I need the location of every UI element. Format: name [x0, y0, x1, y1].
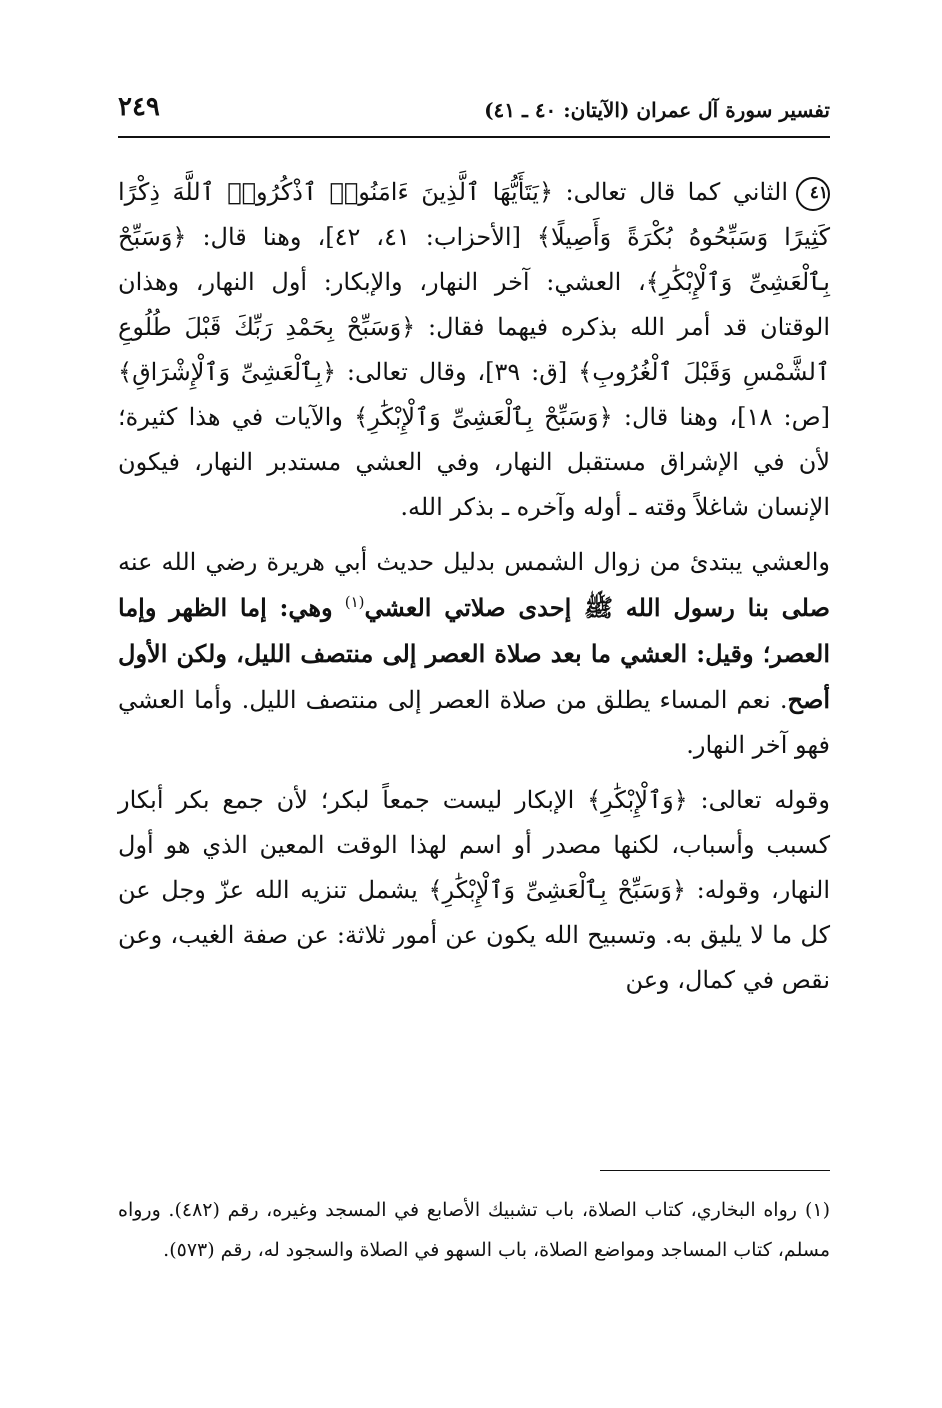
text-run: . نعم المساء يطلق من صلاة العصر إلى منتصف الليل. وأما العشي فهو آخر النهار.	[118, 686, 830, 759]
footnotes	[118, 1190, 830, 1270]
main-text	[118, 170, 830, 1003]
text-run: ، العشي: آخر النهار، والإبكار: أول النهار، وهذان الوقتان قد أمر الله بذكره فيهما فقال:	[118, 268, 831, 341]
footnote-number: (١)	[804, 1199, 830, 1221]
header-rule	[118, 136, 830, 138]
text-run: [ص: ١٨]، وهنا قال:	[612, 403, 831, 431]
quran-quote: ﴿وَسَبِّحْ بِحَمْدِ رَبِّكَ قَبْلَ طُلُوعِ ٱلشَّمْسِ وَقَبْلَ ٱلْغُرُوبِ﴾	[118, 313, 831, 386]
footnote-divider	[600, 1170, 830, 1171]
running-title: تفسير سورة آل عمران (الآيتان: ٤٠ ـ ٤١)	[484, 98, 830, 122]
text-run	[333, 594, 345, 622]
quran-quote: ﴿وَسَبِّحْ بِٱلْعَشِىِّ وَٱلْإِبْكَٰرِ﴾	[118, 223, 830, 296]
paragraph-2	[118, 540, 830, 768]
text-run: والآيات في هذا كثيرة؛ لأن في الإشراق مستقبل النهار، وفي العشي مستدبر النهار، فيكون الإنسان شاغلاً وقته ـ أوله وآخره ـ بذكر الله.	[118, 403, 831, 521]
quran-quote: وَسَبِّحُوهُ بُكْرَةً وَأَصِيلًا﴾	[536, 223, 769, 251]
quran-quote: ﴿وَسَبِّحْ بِٱلْعَشِىِّ وَٱلْإِبْكَٰرِ﴾	[354, 403, 613, 431]
text-run: الإبكار ليست جمعاً لبكر؛ لأن جمع بكر أبكار كسبب وأسباب، لكنها مصدر أو اسم لهذا الوقت المعين الذي هو أول النهار، وقوله:	[118, 786, 830, 904]
paragraph-3	[118, 778, 830, 1003]
hadith-quote: صلى بنا رسول الله ﷺ إحدى صلاتي العشي	[364, 593, 830, 622]
text-run: [ق: ٣٩]، وقال تعالى:	[336, 358, 579, 386]
quran-quote: ﴿وَسَبِّحْ بِٱلْعَشِىِّ وَٱلْإِبْكَٰرِ﴾	[428, 876, 686, 904]
page-number: ٢٤٩	[118, 92, 160, 122]
paragraph-1	[118, 170, 830, 530]
text-run: يشمل تنزيه الله عزّ وجل عن كل ما لا يليق به. وتسبيح الله يكون عن أمور ثلاثة: عن صفة الغيب، وعن نقص في كمال، وعن	[118, 876, 830, 994]
text-run: الثاني كما قال تعالى:	[553, 178, 789, 206]
ayah-number-mark: ٤١	[796, 177, 830, 211]
footnote-text: رواه البخاري، كتاب الصلاة، باب تشبيك الأصابع في المسجد وغيره، رقم (٤٨٢). ورواه مسلم، كتاب المساجد ومواضع الصلاة، باب السهو في الصلاة والسجود له، رقم (٥٧٣).	[118, 1199, 830, 1261]
page-header	[118, 92, 830, 132]
quran-quote: ﴿وَٱلْإِبْكَٰرِ﴾	[587, 786, 688, 814]
quran-quote: ﴿بِٱلْعَشِىِّ وَٱلْإِشْرَاقِ﴾	[118, 358, 337, 386]
footnote-reference: (١)	[344, 593, 365, 611]
text-run: [الأحزاب: ٤١، ٤٢]، وهنا قال:	[186, 223, 537, 251]
bold-statement: وهي: إما الظهر وإما العصر؛ وقيل: العشي ما بعد صلاة العصر إلى منتصف الليل، ولكن الأول أصح	[118, 593, 830, 714]
text-run: وقوله تعالى:	[687, 786, 830, 814]
text-run: والعشي يبتدئ من زوال الشمس بدليل حديث أبي هريرة رضي الله عنه	[118, 548, 830, 576]
quran-quote: ﴿يَتَأَيُّهَا ٱلَّذِينَ ءَامَنُوا۟ ٱذْكُرُوا۟ ٱللَّهَ ذِكْرًا كَثِيرًا	[118, 178, 830, 251]
